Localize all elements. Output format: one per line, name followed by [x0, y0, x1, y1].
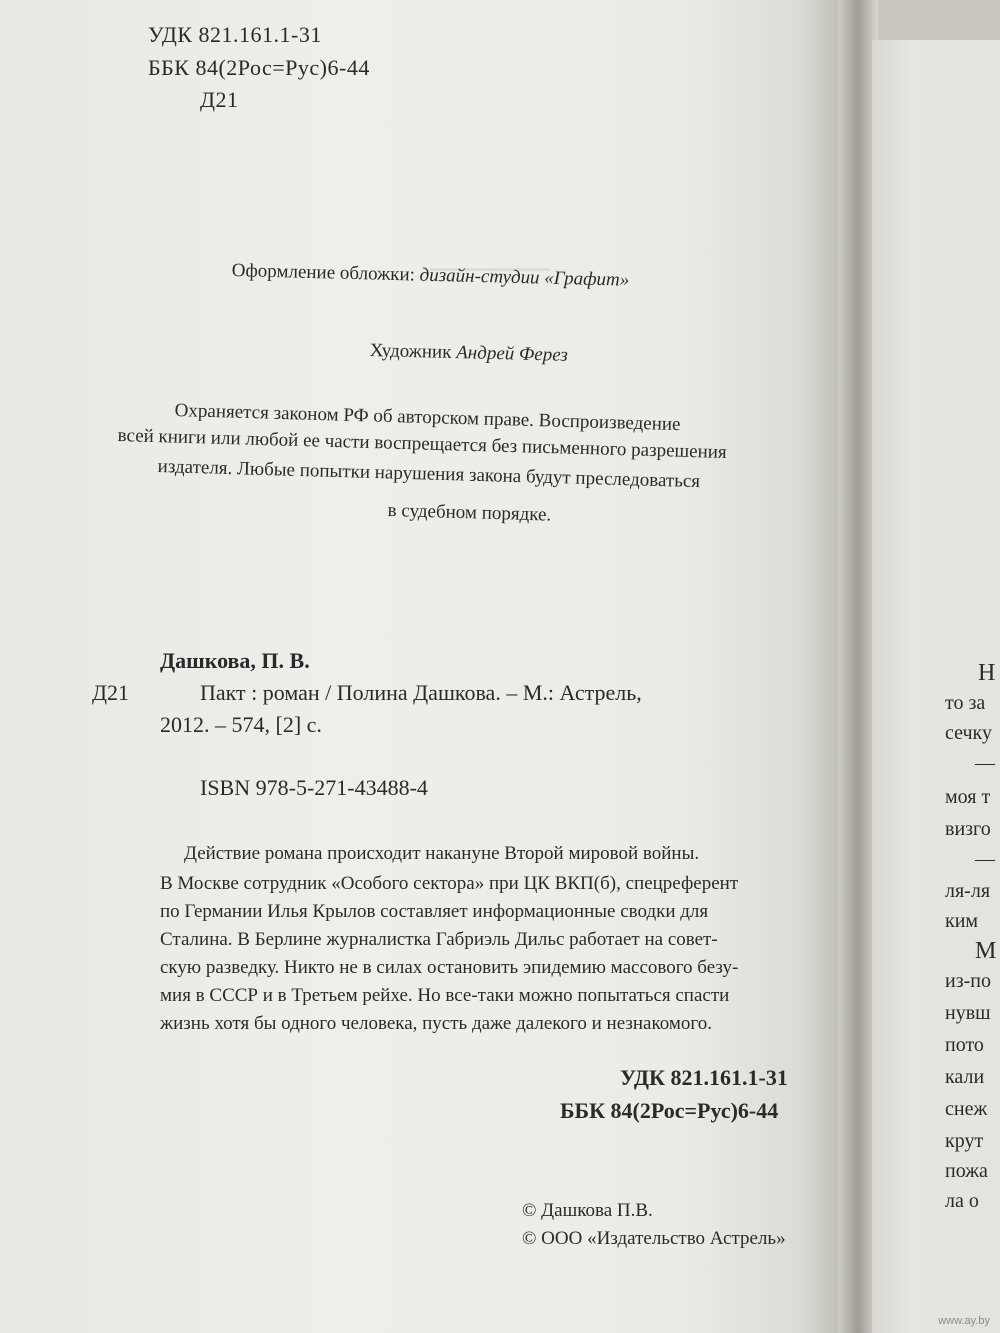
- annotation-line: жизнь хотя бы одного человека, пусть даже далекого и незнакомого.: [160, 1013, 712, 1034]
- header-bbk: ББК 84(2Рос=Рус)6-44: [148, 55, 370, 80]
- right-page-text: Н: [978, 660, 996, 686]
- catalog-code: Д21: [92, 680, 130, 705]
- annotation-line: скую разведку. Никто не в силах остановить эпидемию массового безу-: [160, 957, 739, 978]
- notice-line: в судебном порядке.: [387, 500, 552, 526]
- right-page-text: крут: [945, 1130, 984, 1152]
- right-page-text: пото: [945, 1034, 984, 1056]
- right-page-text: ла о: [945, 1190, 979, 1212]
- annotation-line: по Германии Илья Крылов составляет информационные сводки для: [160, 901, 709, 922]
- artist-credit-label: Художник: [369, 340, 452, 363]
- right-page-text: из-по: [945, 970, 991, 992]
- copyright-author: © Дашкова П.В.: [522, 1200, 653, 1221]
- right-page-text: визго: [945, 818, 991, 840]
- right-page-text: ким: [945, 910, 979, 932]
- right-page-text: ля-ля: [945, 880, 991, 902]
- cover-credit-label: Оформление обложки:: [231, 260, 416, 286]
- right-page-text: кали: [945, 1066, 985, 1088]
- right-page-text: моя т: [945, 786, 991, 808]
- isbn: ISBN 978-5-271-43488-4: [200, 775, 428, 800]
- header-code: Д21: [200, 87, 239, 112]
- notice-line: издателя. Любые попытки нарушения закона будут преследоваться: [157, 456, 701, 493]
- copyright-publisher: © ООО «Издательство Астрель»: [522, 1228, 786, 1249]
- watermark: www.ay.by: [938, 1315, 990, 1327]
- annotation-line: Действие романа происходит накануне Второй мировой войны.: [184, 843, 700, 864]
- right-page-text: нувш: [945, 1002, 991, 1024]
- header-udk: УДК 821.161.1-31: [148, 22, 322, 47]
- notice-line: всей книги или любой ее части воспрещается без письменного разрешения: [117, 425, 727, 464]
- right-page-text: снеж: [945, 1098, 988, 1120]
- right-page-text: сечку: [945, 722, 992, 744]
- cover-credit-studio: дизайн-студии «Графит»: [419, 264, 630, 291]
- annotation-line: Сталина. В Берлине журналистка Габриэль Дильс работает на совет-: [160, 929, 718, 950]
- footer-bbk: ББК 84(2Рос=Рус)6-44: [560, 1098, 779, 1123]
- footer-udk: УДК 821.161.1-31: [620, 1065, 788, 1090]
- catalog-entry-line1: Пакт : роман / Полина Дашкова. – М.: Астрель,: [200, 680, 642, 705]
- catalog-entry-line2: 2012. – 574, [2] с.: [160, 712, 322, 737]
- right-page-text: пожа: [945, 1160, 988, 1182]
- notice-line: Охраняется законом РФ об авторском праве. Воспроизведение: [174, 400, 681, 436]
- right-page-text: —: [975, 848, 995, 870]
- annotation-line: мия в СССР и в Третьем рейхе. Но все-таки можно попытаться спасти: [160, 985, 730, 1006]
- catalog-author: Дашкова, П. В.: [160, 648, 310, 673]
- right-page-text: —: [975, 752, 995, 774]
- annotation-line: В Москве сотрудник «Особого сектора» при ЦК ВКП(б), спецреферент: [160, 873, 739, 894]
- right-page-text: М: [975, 938, 997, 964]
- artist-credit-name: Андрей Ферез: [455, 342, 569, 366]
- right-page-text: то за: [945, 692, 986, 714]
